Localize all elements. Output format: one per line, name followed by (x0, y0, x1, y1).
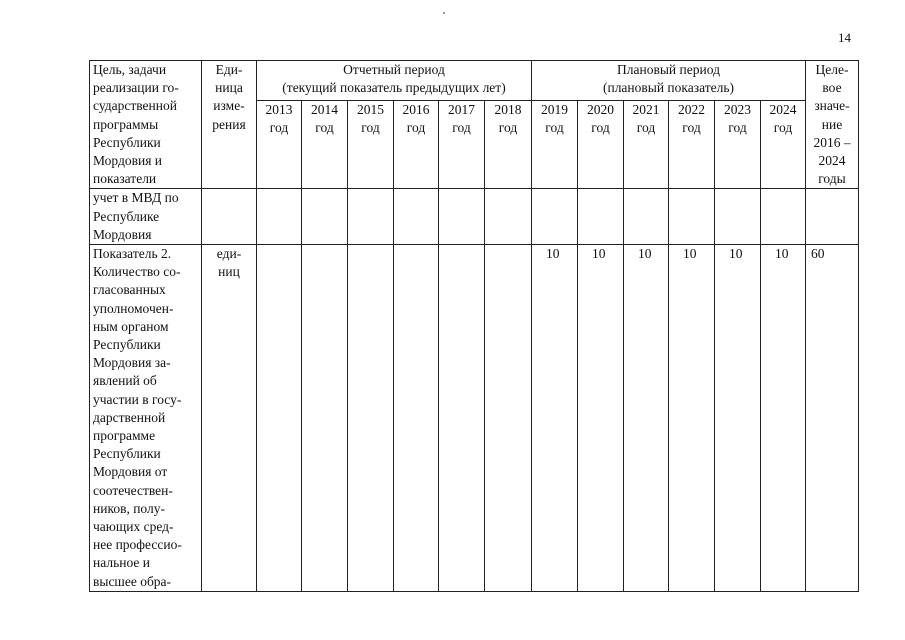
value-cell (624, 189, 669, 245)
year-header-cell: 2023 год (715, 100, 761, 189)
header-goal-line: сударственной (93, 98, 177, 114)
header-goal-line: показатели (93, 171, 157, 187)
header-goal-line: Республики (93, 134, 161, 150)
value-cell (485, 189, 532, 245)
value-cell: 10 (624, 245, 669, 592)
row-goal-line: явлений об (93, 373, 157, 389)
year-header-cell: 2014 год (302, 100, 348, 189)
row-goal-line: Республике (93, 208, 160, 224)
header-goal-cell (90, 61, 202, 189)
value-cell: 10 (761, 245, 806, 592)
header-goal-line: программы (93, 116, 159, 132)
row-goal-line: Показатель 2. (93, 246, 172, 262)
plan-period-subtitle: (плановый показатель) (602, 80, 735, 96)
row-goal-line: программе (93, 428, 156, 444)
header-target-line: ние (821, 116, 843, 132)
row-goal-line: соотечествен- (93, 482, 173, 498)
row-goal-line: ников, полу- (93, 500, 165, 516)
value-cell (761, 189, 806, 245)
value-cell (439, 189, 485, 245)
target-value-cell: 60 (806, 245, 859, 592)
row-goal-line: ным органом (93, 318, 169, 334)
year-header-cell: 2017 год (439, 100, 485, 189)
header-plan-period (532, 61, 806, 101)
header-unit-line: изме- (213, 98, 245, 114)
row-unit-line: еди- (216, 246, 242, 262)
value-cell (532, 189, 578, 245)
header-unit-line: Еди- (215, 62, 243, 77)
header-target-line: годы (818, 171, 846, 187)
year-header-cell: 2013 год (257, 100, 302, 189)
header-target-line: значе- (814, 98, 850, 114)
year-header-cell: 2021 год (624, 100, 669, 189)
plan-period-title: Плановый период (617, 62, 720, 77)
scan-speck (443, 12, 445, 14)
row-goal-line: Мордовия (93, 226, 152, 242)
year-header-cell: 2020 год (578, 100, 624, 189)
header-goal-line: реализации го- (93, 80, 179, 96)
value-cell: 10 (715, 245, 761, 592)
value-cell (348, 245, 394, 592)
value-cell: 10 (669, 245, 715, 592)
value-cell (348, 189, 394, 245)
year-header-cell: 2015 год (348, 100, 394, 189)
table-row (90, 189, 859, 245)
row-goal-line: Мордовия за- (93, 355, 171, 371)
value-cell (715, 189, 761, 245)
row-goal-line: уполномочен- (93, 300, 174, 316)
value-cell (669, 189, 715, 245)
row-goal-line: высшее обра- (93, 573, 172, 589)
report-period-title: Отчетный период (343, 62, 445, 77)
value-cell: 10 (578, 245, 624, 592)
row-unit-cell (202, 189, 257, 245)
table-row (90, 245, 859, 592)
row-goal-line: Республики (93, 337, 161, 353)
value-cell (439, 245, 485, 592)
row-goal-line: чающих сред- (93, 519, 174, 535)
row-goal-cell (90, 189, 202, 245)
row-unit-cell (202, 245, 257, 592)
year-header-cell: 2022 год (669, 100, 715, 189)
row-goal-line: участии в госу- (93, 391, 182, 407)
year-header-cell: 2018 год (485, 100, 532, 189)
report-period-subtitle: (текущий показатель предыдущих лет) (282, 80, 506, 96)
header-target-line: вое (822, 80, 842, 96)
row-goal-cell (90, 245, 202, 592)
row-goal-line: учет в МВД по (93, 190, 179, 206)
indicators-table (89, 60, 859, 592)
year-header-cell: 2024 год (761, 100, 806, 189)
header-report-period (257, 61, 532, 101)
header-target-cell (806, 61, 859, 189)
value-cell (302, 245, 348, 592)
page-number: 14 (838, 30, 851, 45)
row-goal-line: Республики (93, 446, 161, 462)
row-goal-line: дарственной (93, 409, 166, 425)
header-target-line: 2024 (818, 153, 846, 169)
row-goal-line: нальное и (93, 555, 150, 571)
header-row-periods (90, 61, 859, 101)
header-goal-line: Цель, задачи (93, 62, 167, 77)
header-unit-line: ница (215, 80, 243, 96)
header-unit-line: рения (212, 116, 246, 132)
value-cell (394, 245, 439, 592)
row-goal-line: Мордовия от (93, 464, 168, 480)
row-unit-line: ниц (218, 264, 240, 280)
value-cell: 10 (532, 245, 578, 592)
row-goal-line: гласованных (93, 282, 166, 298)
value-cell (302, 189, 348, 245)
header-target-line: Целе- (815, 62, 849, 77)
value-cell (394, 189, 439, 245)
header-goal-line: Мордовия и (93, 153, 163, 169)
value-cell (485, 245, 532, 592)
target-value-cell (806, 189, 859, 245)
value-cell (578, 189, 624, 245)
header-unit-cell (202, 61, 257, 189)
row-goal-line: Количество со- (93, 264, 181, 280)
row-goal-line: нее профессио- (93, 537, 182, 553)
value-cell (257, 189, 302, 245)
value-cell (257, 245, 302, 592)
year-header-cell: 2019 год (532, 100, 578, 189)
header-target-line: 2016 – (813, 134, 851, 150)
year-header-cell: 2016 год (394, 100, 439, 189)
